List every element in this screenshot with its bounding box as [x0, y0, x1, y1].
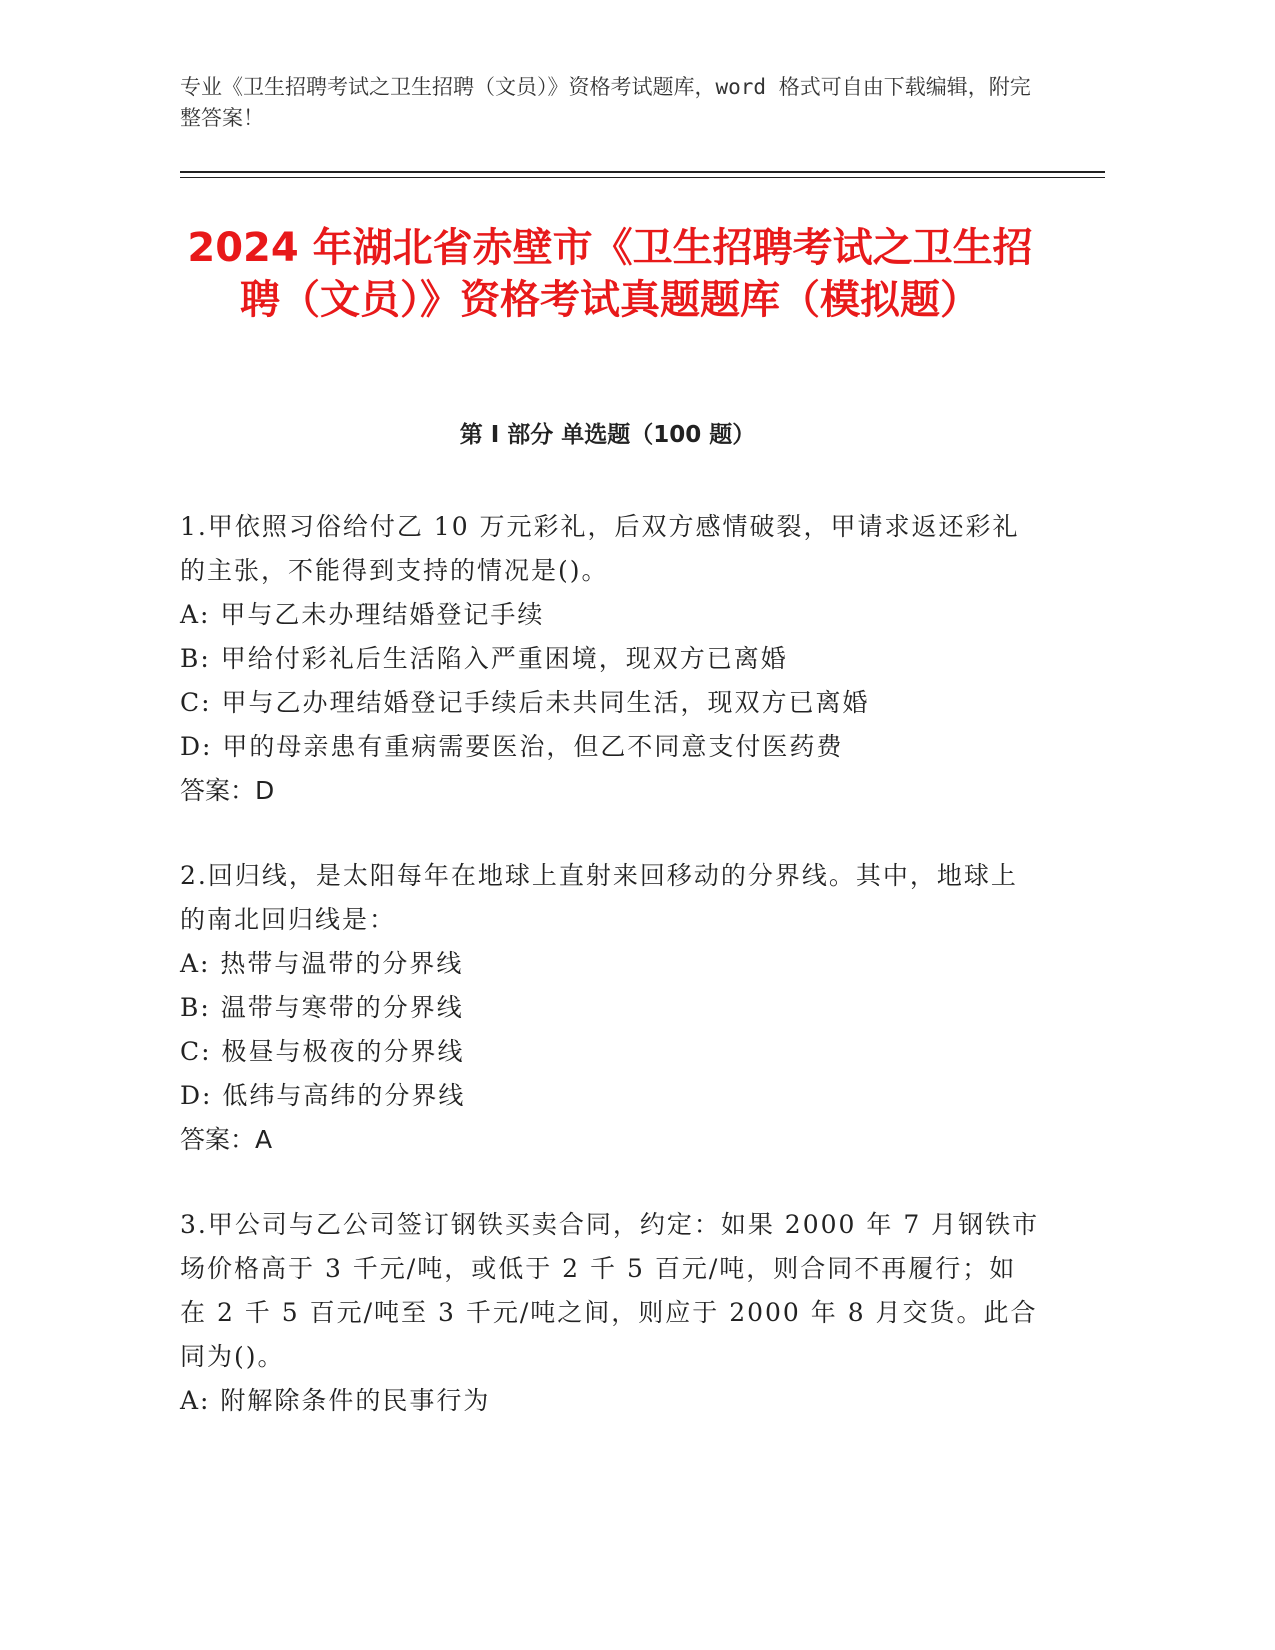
option-c: C: 甲与乙办理结婚登记手续后未共同生活，现双方已离婚 — [180, 688, 870, 717]
option-b: B: 甲给付彩礼后生活陷入严重困境，现双方已离婚 — [180, 644, 788, 673]
question-stem: 1.甲依照习俗给付乙 10 万元彩礼，后双方感情破裂，甲请求返还彩礼的主张，不能得到支持的情况是()。 — [180, 512, 1020, 585]
header-divider-thick — [180, 171, 1105, 173]
answer-value: D — [255, 776, 275, 805]
option-d: D: 甲的母亲患有重病需要医治，但乙不同意支付医药费 — [180, 732, 844, 761]
question-2 — [180, 854, 1040, 1162]
answer-line — [180, 1118, 1040, 1162]
question-stem: 3.甲公司与乙公司签订钢铁买卖合同，约定：如果 2000 年 7 月钢铁市场价格高于 3 千元/吨，或低于 2 千 5 百元/吨，则合同不再履行；如在 2 千 5 百元/吨至 3 千元/吨之间，则应于 2000 年 8 月交货。此合同为()。 — [180, 1210, 1040, 1371]
section-title: 第 I 部分 单选题（100 题） — [459, 422, 756, 448]
option-c: C: 极昼与极夜的分界线 — [180, 1037, 465, 1066]
option-a: A: 热带与温带的分界线 — [180, 949, 464, 978]
answer-value: A — [255, 1125, 273, 1154]
document-title: 2024 年湖北省赤壁市《卫生招聘考试之卫生招聘（文员）》资格考试真题题库（模拟题） — [187, 225, 1033, 323]
answer-line — [180, 769, 1040, 813]
header-divider-thin — [180, 177, 1105, 178]
option-d: D: 低纬与高纬的分界线 — [180, 1081, 466, 1110]
option-a: A: 甲与乙未办理结婚登记手续 — [180, 600, 545, 629]
option-a: A: 附解除条件的民事行为 — [180, 1386, 491, 1415]
question-stem: 2.回归线，是太阳每年在地球上直射来回移动的分界线。其中，地球上的南北回归线是： — [180, 861, 1018, 934]
question-1 — [180, 505, 1040, 813]
header-note: 专业《卫生招聘考试之卫生招聘（文员）》资格考试题库，word 格式可自由下载编辑，附完整答案！ — [180, 75, 1031, 130]
option-b: B: 温带与寒带的分界线 — [180, 993, 464, 1022]
question-3 — [180, 1203, 1040, 1423]
answer-label: 答案： — [180, 776, 256, 805]
answer-label: 答案： — [180, 1125, 256, 1154]
question-list — [180, 505, 1040, 1464]
